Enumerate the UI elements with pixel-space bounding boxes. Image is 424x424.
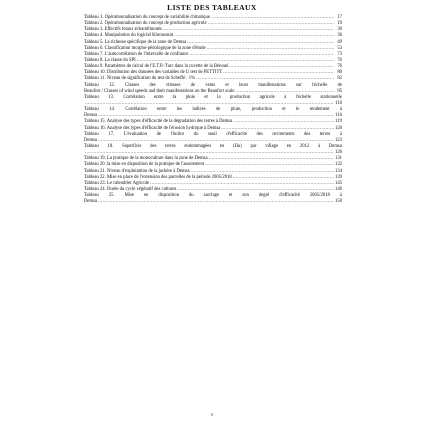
toc-entry-page: 134 bbox=[334, 168, 342, 174]
toc-entry-text: Tableau 8. La classe du SPI bbox=[84, 57, 136, 63]
dot-leader bbox=[98, 199, 334, 205]
toc-entry-text: Demsa bbox=[84, 113, 98, 119]
toc-entry-text: Tableau 21. Niveau d'exploitation de la jachère à Demsa bbox=[84, 168, 190, 174]
toc-entry-text: Tableau 9. Paramètres de calcul de l'E.T.P.-Turc dans la cuvette de la Bénoué bbox=[84, 64, 229, 70]
toc-entry-text: Tableau 19. La pratique de la monoculture dans la zone de Demsa bbox=[84, 156, 208, 162]
toc-entry-text: Tableau 12. Classes des vitesses de vents et leurs manifestations sur l'échelle de bbox=[84, 82, 342, 88]
toc-entry-text: Tableau 24. Durée du cycle végétatif des cultures bbox=[84, 186, 177, 192]
toc-entry-text: Demsa bbox=[84, 199, 98, 205]
toc-entry-text: Tableau 3. Effectifs totaux échantillonnés bbox=[84, 27, 162, 33]
toc-entry-page: 30 bbox=[337, 27, 342, 33]
toc-entry-text: Tableau 1. Opérationnalisation du concept de variabilité climatique bbox=[84, 15, 210, 20]
toc-entry-text: Demsa bbox=[84, 137, 98, 143]
toc-entry-text: Tableau 14. Corrélation entre les indices de pluie, production et le rendement à bbox=[84, 107, 342, 113]
toc-entry-page: 19 bbox=[337, 21, 342, 27]
toc-entry-text: Tableau 6. Classification morpho-pédologique de la zone d'étude bbox=[84, 45, 206, 51]
toc-entry-page: 76 bbox=[337, 64, 342, 70]
toc-entry-text: Tableau 22. Mise en place de l'extension des parcelles de la période 2005/2018 bbox=[84, 174, 232, 180]
toc-entry-page: 36 bbox=[337, 33, 342, 39]
toc-entry-text: Tableau 15. Analyse des types d'efficacité de la dégradation des terres à Demsa bbox=[84, 119, 233, 125]
toc-entry-page: 116 bbox=[335, 100, 342, 106]
toc-entry-page: 120 bbox=[334, 125, 342, 131]
toc-entry-page: 146 bbox=[334, 186, 342, 192]
page-title: LISTE DES TABLEAUX bbox=[167, 3, 257, 12]
toc-entry-page: 150 bbox=[334, 199, 342, 205]
toc-entry-text: Tableau 17. L'évaluation de l'indice du seuil d'efficacité des revirements des terres à bbox=[84, 131, 342, 137]
toc-entry-text: Tableau 5. La richesse spécifique de la zone de Demsa bbox=[84, 39, 187, 45]
toc-entry-text: Tableau 10. Distribution des données des variables de U test de PETTITT bbox=[84, 70, 223, 76]
toc-entry-page: 123 bbox=[334, 137, 342, 143]
toc-entry-text: Tableau 23. Le calendrier Agricole bbox=[84, 180, 150, 186]
table-list bbox=[84, 15, 342, 205]
toc-entry-text: Tableau 18. Superficie des terres endommagées en (Ha) par village en 2012 à Demsa bbox=[84, 143, 342, 149]
toc-entry bbox=[84, 83, 342, 95]
toc-entry-text: Tableau 2. Opérationnalisation du concept de production agricole bbox=[84, 21, 207, 27]
toc-entry-page: 132 bbox=[334, 162, 342, 168]
toc-entry-page: 80 bbox=[337, 70, 342, 76]
toc-entry-page: 53 bbox=[337, 45, 342, 51]
page-number: v bbox=[210, 413, 214, 418]
toc-entry-text: Tableau 25. Mise en disposition du sarclage et son degré d'efficacité 2005/2018 à bbox=[84, 193, 342, 199]
toc-entry-page: 145 bbox=[334, 180, 342, 186]
toc-entry-text: Tableau 20. la mise en disposition de la pratique de l'assolement bbox=[84, 162, 205, 168]
toc-entry-text: Tableau 11. Niveau de signification du test de Scheffé : 1% bbox=[84, 76, 195, 82]
toc-entry-page: 116 bbox=[335, 113, 342, 119]
toc-entry-page: 73 bbox=[337, 51, 342, 57]
toc-entry bbox=[84, 95, 342, 107]
toc-entry bbox=[84, 144, 342, 156]
toc-entry-text: Tableau 13. Corrélation entre la pluie et la production agricole à l'échelle stationnelle bbox=[84, 94, 342, 100]
toc-entry-page: 119 bbox=[335, 119, 342, 125]
toc-entry-text: Beaufort / Classes of wind speeds and their manifestations on the Beaufort scale bbox=[84, 88, 235, 94]
toc-entry bbox=[84, 132, 342, 144]
toc-entry-page: 49 bbox=[337, 39, 342, 45]
toc-entry-page: 139 bbox=[334, 174, 342, 180]
toc-entry-text: Tableau 4. Manipulation du logiciel Khronostat bbox=[84, 33, 173, 39]
toc-entry bbox=[84, 107, 342, 119]
toc-entry-text: Tableau 7. L'autocorrélation de l'intervalle de confiance bbox=[84, 51, 189, 57]
toc-entry-page: 126 bbox=[334, 150, 342, 156]
toc-entry bbox=[84, 193, 342, 205]
toc-entry-page: 76 bbox=[337, 57, 342, 63]
toc-entry-page: 82 bbox=[337, 76, 342, 82]
toc-entry-text: Tableau 16. Analyse des types d'efficacité de l'érosion hydrique à Demsa bbox=[84, 125, 221, 131]
toc-entry-page: 95 bbox=[337, 88, 342, 94]
toc-entry-page: 131 bbox=[334, 156, 342, 162]
toc-entry-page: 17 bbox=[337, 15, 342, 20]
